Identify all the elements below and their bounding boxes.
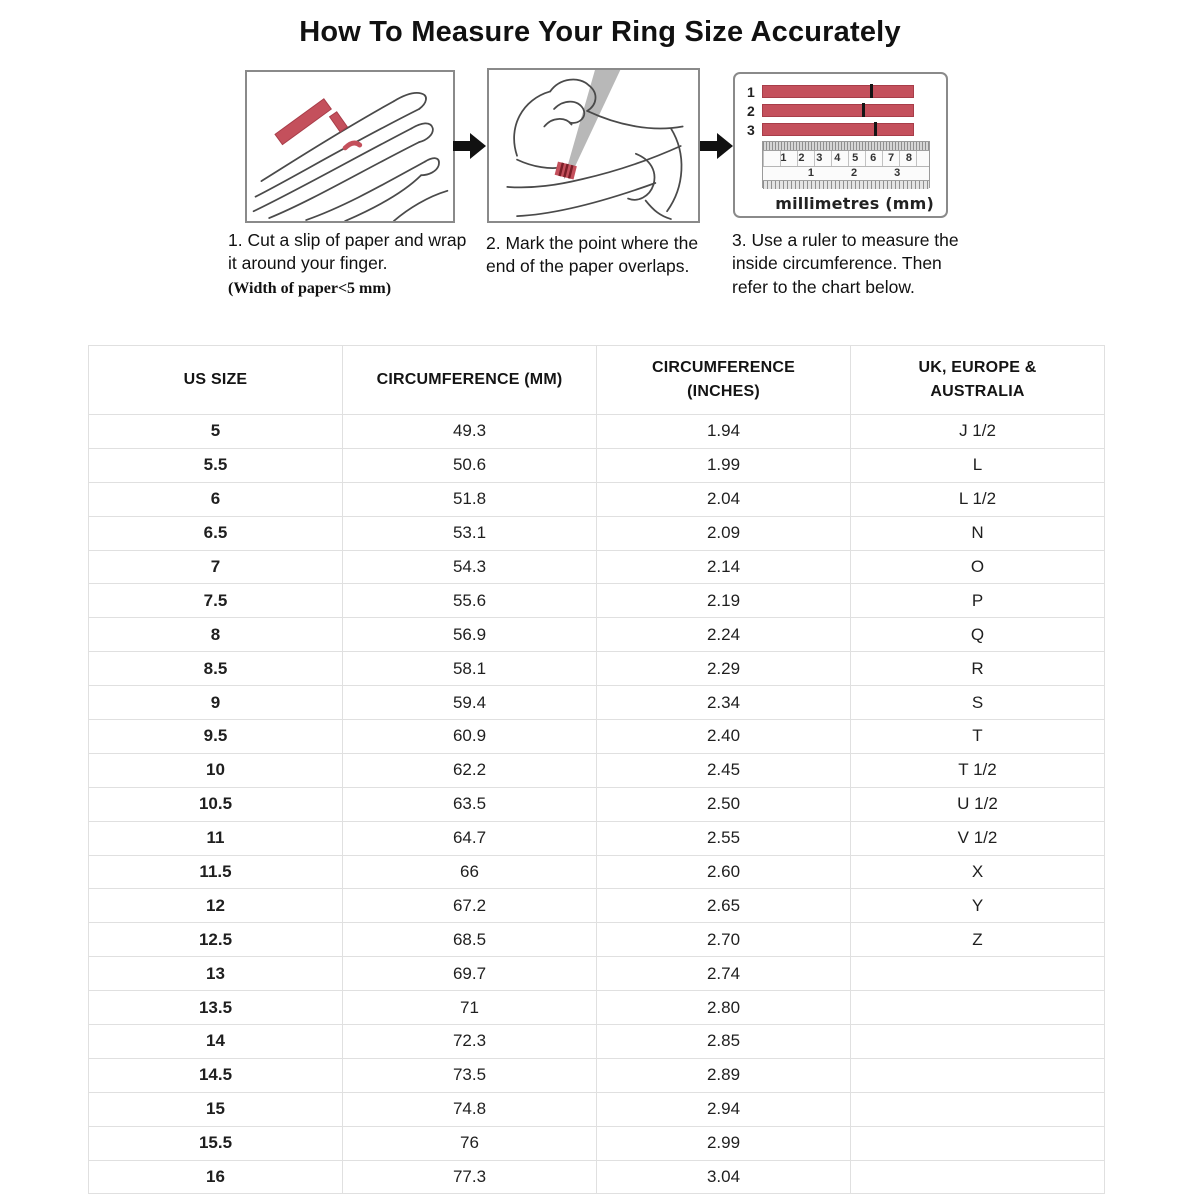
size-value-cell: 62.2	[343, 753, 597, 787]
ruler-inch-number: 2	[850, 167, 858, 179]
size-value-cell: 77.3	[343, 1160, 597, 1194]
size-value-cell: 2.14	[597, 550, 851, 584]
size-value-cell: 71	[343, 991, 597, 1025]
size-value-cell: 2.65	[597, 889, 851, 923]
size-value-cell: 58.1	[343, 652, 597, 686]
size-value-cell: 68.5	[343, 923, 597, 957]
size-value-cell: 2.74	[597, 957, 851, 991]
ruler-mm-number: 4	[834, 152, 841, 164]
table-row	[89, 991, 1105, 1025]
size-value-cell: 73.5	[343, 1058, 597, 1092]
red-strip-bar	[762, 123, 914, 136]
ruler-mm-scale	[763, 151, 929, 167]
size-value-cell: 66	[343, 855, 597, 889]
table-row	[89, 889, 1105, 923]
table-row	[89, 821, 1105, 855]
size-value-cell: 56.9	[343, 618, 597, 652]
size-value-cell: 2.55	[597, 821, 851, 855]
overlap-mark	[874, 122, 877, 136]
table-row	[89, 550, 1105, 584]
us-size-cell: 15.5	[89, 1126, 343, 1160]
strip-number-label: 2	[747, 102, 755, 119]
size-value-cell: 67.2	[343, 889, 597, 923]
overlap-mark	[870, 84, 873, 98]
size-value-cell: T 1/2	[851, 753, 1105, 787]
size-value-cell: 72.3	[343, 1025, 597, 1059]
ruler-graphic	[762, 141, 930, 188]
red-strip-bar	[762, 104, 914, 117]
step2-illustration-box	[487, 68, 700, 223]
size-value-cell: T	[851, 720, 1105, 754]
size-value-cell: 2.19	[597, 584, 851, 618]
column-header: CIRCUMFERENCE (MM)	[343, 346, 597, 415]
size-value-cell: O	[851, 550, 1105, 584]
page-title: How To Measure Your Ring Size Accurately	[299, 16, 901, 48]
size-value-cell: 76	[343, 1126, 597, 1160]
size-value-cell: 2.29	[597, 652, 851, 686]
ruler-caption: millimetres (mm)	[775, 194, 934, 213]
size-value-cell: L 1/2	[851, 482, 1105, 516]
ruler-inch-number: 1	[807, 167, 814, 179]
us-size-cell: 11	[89, 821, 343, 855]
table-header	[89, 346, 1105, 415]
table-body	[89, 415, 1105, 1194]
size-value-cell: 2.80	[597, 991, 851, 1025]
size-value-cell: Y	[851, 889, 1105, 923]
ruler-bottom-ticks	[763, 180, 929, 189]
step1-caption-text: 1. Cut a slip of paper and wrap it around your finger.	[228, 230, 467, 274]
size-value-cell: 2.24	[597, 618, 851, 652]
step3-caption: 3. Use a ruler to measure the inside circumference. Then refer to the chart below.	[732, 230, 959, 297]
table-row	[89, 1025, 1105, 1059]
table-row	[89, 584, 1105, 618]
arrow-shaft	[700, 141, 717, 151]
ruler-mm-number: 1	[780, 152, 787, 164]
arrow-head	[717, 133, 733, 159]
size-value-cell: 51.8	[343, 482, 597, 516]
size-value-cell: 74.8	[343, 1092, 597, 1126]
table-row	[89, 618, 1105, 652]
size-value-cell: 2.70	[597, 923, 851, 957]
size-value-cell: L	[851, 448, 1105, 482]
size-value-cell	[851, 1025, 1105, 1059]
table-row	[89, 652, 1105, 686]
table-row	[89, 1092, 1105, 1126]
measured-paper-strip	[747, 84, 934, 99]
arrow-right-icon	[700, 133, 734, 159]
us-size-cell: 10	[89, 753, 343, 787]
size-value-cell	[851, 1092, 1105, 1126]
us-size-cell: 6.5	[89, 516, 343, 550]
us-size-cell: 9.5	[89, 720, 343, 754]
red-strip-end-mark	[345, 143, 360, 148]
size-value-cell: 2.50	[597, 787, 851, 821]
paper-strips-group	[747, 84, 934, 137]
ruler-fine-ticks	[763, 142, 929, 151]
size-value-cell: Z	[851, 923, 1105, 957]
us-size-cell: 13	[89, 957, 343, 991]
size-value-cell: 2.34	[597, 686, 851, 720]
size-value-cell: 1.94	[597, 415, 851, 449]
us-size-cell: 12.5	[89, 923, 343, 957]
step2-caption: 2. Mark the point where the end of the paper overlaps.	[486, 233, 699, 277]
size-value-cell: 50.6	[343, 448, 597, 482]
table-row	[89, 482, 1105, 516]
size-value-cell: Q	[851, 618, 1105, 652]
ruler-mm-number: 2	[798, 152, 805, 164]
size-value-cell: 2.85	[597, 1025, 851, 1059]
size-value-cell: S	[851, 686, 1105, 720]
measured-paper-strip	[747, 103, 934, 118]
us-size-cell: 16	[89, 1160, 343, 1194]
size-value-cell: 3.04	[597, 1160, 851, 1194]
us-size-cell: 15	[89, 1092, 343, 1126]
table-row	[89, 1058, 1105, 1092]
size-value-cell	[851, 1058, 1105, 1092]
ruler-inch-number: 3	[894, 167, 901, 179]
hand-marking-paper-drawing	[489, 70, 698, 221]
us-size-cell: 14.5	[89, 1058, 343, 1092]
measured-paper-strip	[747, 122, 934, 137]
table-row	[89, 957, 1105, 991]
us-size-cell: 5	[89, 415, 343, 449]
ruler-mm-number: 8	[905, 152, 913, 164]
size-value-cell: 2.89	[597, 1058, 851, 1092]
table-row	[89, 1160, 1105, 1194]
size-value-cell: 2.99	[597, 1126, 851, 1160]
size-value-cell	[851, 1160, 1105, 1194]
size-value-cell: 63.5	[343, 787, 597, 821]
arrow-shaft	[453, 141, 470, 151]
step1-illustration-box	[245, 70, 455, 223]
ring-size-table	[88, 345, 1105, 1194]
strip-number-label: 3	[747, 121, 755, 138]
overlap-mark	[862, 103, 865, 117]
ruler-mm-number: 3	[816, 152, 823, 164]
table-row	[89, 720, 1105, 754]
us-size-cell: 5.5	[89, 448, 343, 482]
size-value-cell: 2.04	[597, 482, 851, 516]
header-row	[89, 346, 1105, 415]
size-value-cell: 2.45	[597, 753, 851, 787]
red-paper-strip	[275, 99, 347, 145]
us-size-cell: 11.5	[89, 855, 343, 889]
us-size-cell: 7.5	[89, 584, 343, 618]
size-value-cell: V 1/2	[851, 821, 1105, 855]
table-row	[89, 448, 1105, 482]
size-value-cell: J 1/2	[851, 415, 1105, 449]
size-value-cell: 54.3	[343, 550, 597, 584]
us-size-cell: 14	[89, 1025, 343, 1059]
strip-number-label: 1	[747, 83, 755, 100]
arrow-head	[470, 133, 486, 159]
size-value-cell: 2.60	[597, 855, 851, 889]
size-value-cell: 69.7	[343, 957, 597, 991]
us-size-cell: 12	[89, 889, 343, 923]
ruler-inch-scale	[763, 167, 929, 180]
ruler-mm-number: 6	[870, 152, 877, 164]
table-row	[89, 787, 1105, 821]
size-value-cell: 2.40	[597, 720, 851, 754]
step1-caption	[228, 229, 472, 299]
table-row	[89, 1126, 1105, 1160]
us-size-cell: 10.5	[89, 787, 343, 821]
hand-with-paper-strip-drawing	[247, 72, 453, 221]
us-size-cell: 7	[89, 550, 343, 584]
size-value-cell: 59.4	[343, 686, 597, 720]
size-value-cell: 2.09	[597, 516, 851, 550]
column-header: UK, EUROPE & AUSTRALIA	[851, 346, 1105, 415]
us-size-cell: 8.5	[89, 652, 343, 686]
red-strip-bar	[762, 85, 914, 98]
size-value-cell: X	[851, 855, 1105, 889]
size-value-cell: 49.3	[343, 415, 597, 449]
size-value-cell: 64.7	[343, 821, 597, 855]
column-header: US SIZE	[89, 346, 343, 415]
us-size-cell: 6	[89, 482, 343, 516]
size-value-cell: U 1/2	[851, 787, 1105, 821]
table-row	[89, 516, 1105, 550]
size-value-cell: P	[851, 584, 1105, 618]
arrow-right-icon	[453, 133, 487, 159]
size-value-cell: 1.99	[597, 448, 851, 482]
ruler-mm-number: 7	[887, 152, 895, 164]
step3-illustration-box	[733, 72, 948, 218]
size-value-cell: 55.6	[343, 584, 597, 618]
ruler-mm-number: 5	[852, 152, 859, 164]
size-value-cell: 2.94	[597, 1092, 851, 1126]
size-value-cell: N	[851, 516, 1105, 550]
table-row	[89, 855, 1105, 889]
step1-paper-width-note: (Width of paper<5 mm)	[228, 279, 392, 297]
table-row	[89, 923, 1105, 957]
table-row	[89, 753, 1105, 787]
size-value-cell	[851, 957, 1105, 991]
size-value-cell	[851, 991, 1105, 1025]
table-row	[89, 686, 1105, 720]
table-row	[89, 415, 1105, 449]
us-size-cell: 9	[89, 686, 343, 720]
size-value-cell: 53.1	[343, 516, 597, 550]
column-header: CIRCUMFERENCE (INCHES)	[597, 346, 851, 415]
size-value-cell	[851, 1126, 1105, 1160]
us-size-cell: 13.5	[89, 991, 343, 1025]
us-size-cell: 8	[89, 618, 343, 652]
size-value-cell: 60.9	[343, 720, 597, 754]
size-value-cell: R	[851, 652, 1105, 686]
